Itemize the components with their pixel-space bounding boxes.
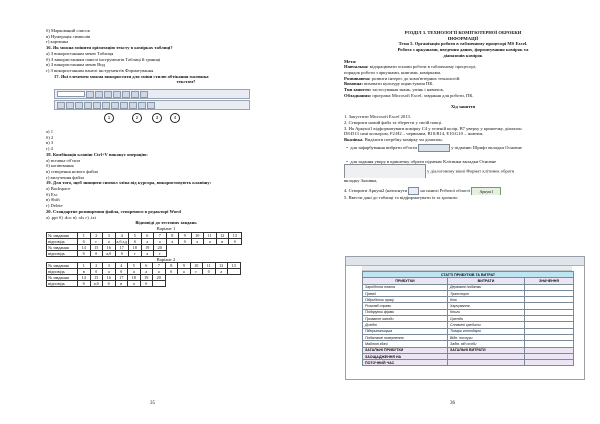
cell: Податкові повернення [363, 334, 448, 340]
q15-option-c: в) Нумерація символів [46, 33, 91, 39]
cell: 15 [90, 275, 103, 281]
cell: а [140, 269, 153, 275]
cell: Оренда [448, 316, 525, 322]
cell: 18 [129, 244, 142, 250]
list-icon [131, 91, 139, 98]
cell: а [128, 269, 141, 275]
variant-2-label: Варіант 2 [156, 256, 176, 262]
insert-picture-icon [57, 102, 65, 109]
cell: б [140, 281, 153, 287]
q17-option: в) 3 [46, 140, 54, 146]
bullet-2-cont [344, 164, 582, 178]
cell: 20 [153, 275, 166, 281]
text: на панелі Робочої області [420, 188, 471, 194]
cell: 3 [103, 232, 116, 238]
q15-option-d: г) картинка [46, 39, 69, 45]
goal-label: Мета: [344, 58, 357, 64]
question-17-cont: текстом? [176, 79, 196, 85]
brightness-icon [84, 102, 92, 109]
color-icon [66, 102, 74, 109]
sheet-toolbar [346, 257, 584, 266]
income-expense-table [362, 271, 574, 366]
align-icon [113, 91, 121, 98]
cell: б [78, 238, 91, 244]
lesson-progress-title: Хід заняття [450, 104, 476, 110]
section-title: РОЗДІЛ 3. ТЕХНОЛОГІЇ КОМП'ЮТЕРНОЇ ОБРОБКИ [404, 30, 522, 35]
cell: б [90, 250, 103, 256]
bullet-1: • для зафарбування вибрати об'єкти у підменю Шрифт вкладки Основне [344, 144, 522, 150]
fill-color-icon [418, 144, 450, 152]
q16-option: б) З використанням панелі інструментів Таблиці й границі [46, 56, 161, 62]
row-header: № завдання [47, 275, 78, 281]
q19-option: б) Esc [46, 191, 58, 197]
step-5: 5. Ввести дані до таблиці та відформатувати їх за зразком: [344, 195, 458, 201]
cell: а,б,г,д [116, 238, 128, 244]
cell [525, 360, 574, 366]
cell: 5 [128, 263, 141, 269]
reset-picture-icon [147, 102, 155, 109]
indent-icon [140, 91, 148, 98]
question-20: 20. Стандартне розширення файла, створеного в редакторі Word [46, 208, 181, 214]
cell: г [129, 250, 142, 256]
cell: Підприємницька [363, 328, 448, 334]
q17-option: а) 1 [46, 129, 54, 135]
row-header: відповідь [47, 269, 78, 275]
text: відпрацювати основи роботи в табличному процесорі, [368, 64, 477, 70]
cell: 10 [190, 263, 203, 269]
q17-option: б) 2 [46, 134, 54, 140]
q18-option: б) копіювання [46, 163, 74, 169]
cell: б [179, 238, 192, 244]
cell: 16 [103, 244, 116, 250]
row-header: відповідь [47, 238, 78, 244]
q15-option-b: б) Маркований список [46, 28, 90, 33]
col-value: ЗНАЧЕННЯ [525, 278, 574, 284]
question-19: 19. Для того, щоб знищити символ зліва від курсора, використовують клавішу: [46, 180, 212, 186]
cell: а [128, 281, 141, 287]
cell: Подарунки фірми [363, 309, 448, 315]
table-row [47, 281, 241, 287]
bullet-2: • для задання увору в кришечку обрати підменю Клітинки вкладки Основне [344, 158, 497, 164]
cell: б [203, 269, 216, 275]
cell: Майнові здачі [363, 341, 448, 347]
cell: а [154, 238, 167, 244]
cell: а [141, 250, 154, 256]
answers-title: Відповіді до тестових завдань [135, 220, 197, 226]
text: для зафарбування вибрати об'єкти [350, 144, 417, 150]
bullet-2-end: вкладку Заливка, [344, 178, 378, 184]
cell: а,б [103, 250, 116, 256]
savings-label-cont: ПОТОЧНИЙ ЧАС [363, 360, 448, 366]
row-header: відповідь [47, 281, 78, 287]
cell: 14 [78, 244, 91, 250]
cell: 11 [204, 232, 217, 238]
cell: 7 [154, 232, 167, 238]
cell: 3 [103, 263, 116, 269]
total-income: ЗАГАЛЬНІ ПРИБУТКИ [363, 347, 448, 353]
table-row [47, 250, 242, 256]
q16-option: в) З використанням меню Вид [46, 62, 106, 68]
cell: 7 [153, 263, 166, 269]
cell [153, 281, 166, 287]
new-sheet-icon [408, 187, 419, 195]
text: 4. Створити Аркуш2 (натиснути [344, 188, 408, 194]
sheet-tab-button: Аркуш1 [471, 187, 501, 196]
format-picture-icon [129, 102, 137, 109]
page-number-right: 36 [450, 401, 455, 406]
cell: 6 [141, 232, 154, 238]
cell: 18 [128, 275, 141, 281]
label: Розвиваюча: [344, 75, 371, 81]
step-1: 1. Запустити Microsoft Excel 2013. [344, 114, 411, 120]
row-header: № завдання [47, 232, 78, 238]
cell: Книги [448, 309, 525, 315]
page-number-left: 35 [150, 401, 155, 406]
style-select [57, 91, 85, 97]
cell: в [216, 238, 229, 244]
cell: г [90, 238, 103, 244]
callout-2: 2 [132, 113, 142, 123]
step-2: 2. Створити новий файл та зберегти у своїй папці. [344, 119, 443, 125]
q20-options: а) .ppt б) .doc в) .xls г) .txt [46, 214, 96, 220]
text: розвити інтерес до комп'ютерних технологій. [370, 75, 461, 81]
col-expense: ВИТРАТИ [448, 278, 525, 284]
picture-toolbar-row [54, 100, 250, 110]
cell: г [190, 269, 203, 275]
q18-option: а) вставка об'єкта [46, 157, 81, 163]
q19-option: в) Shift [46, 197, 60, 203]
q17-option: г) 4 [46, 146, 53, 152]
cell: Транспорт [448, 290, 525, 296]
step-3: 3. На Аркуші1 відформатувати комірку C4 у зеленій колір, B7 уверху у кришечку, діапазон [344, 125, 522, 131]
step-4 [344, 186, 582, 195]
text-wrap-icon [120, 102, 128, 109]
cell: Підробіток праці [363, 297, 448, 303]
q16-option: г) З використанням панелі інструментів Форматування [46, 67, 154, 73]
bold-icon [86, 91, 94, 98]
question-18: 18. Комбінація клавіш Ctrl+V виконує операцію: [46, 151, 148, 157]
crop-icon [93, 102, 101, 109]
cell: 4 [115, 263, 128, 269]
cell: в [115, 281, 128, 287]
savings-row-cont [363, 360, 574, 366]
section-title-cont: ІНФОРМАЦІЇ [447, 35, 479, 41]
cell: а [141, 238, 154, 244]
cell: 1 [78, 232, 91, 238]
cell: Відп. послуги [448, 334, 525, 340]
cell: а [103, 269, 116, 275]
cell: б [229, 238, 242, 244]
savings-label: ЗАОЩАДЖЕННЯ НА [363, 353, 448, 359]
cell: а [166, 238, 179, 244]
cell: б [129, 238, 142, 244]
contrast-icon [75, 102, 83, 109]
cell: а [103, 238, 116, 244]
text: застосування знань, умінь і навичок. [371, 87, 444, 93]
cell: 1 [78, 263, 91, 269]
q16-option: а) З використанням меню Таблиця [46, 50, 114, 56]
question-17: 17. Які елементи можна використати для зміни стилю обтікання малюнка [54, 73, 209, 79]
line-style-icon [111, 102, 119, 109]
cell: 5 [129, 232, 142, 238]
cell: 12 [216, 232, 229, 238]
cell: 19 [140, 275, 153, 281]
text: у діалоговому вікні Формат клітинок обрати [427, 168, 515, 174]
cell: 13 [228, 263, 241, 269]
cell: 17 [115, 275, 128, 281]
cell: 9 [179, 232, 192, 238]
cell: а [153, 269, 166, 275]
toolbar-row [54, 89, 250, 99]
cell: б [78, 281, 91, 287]
excel-sample-screenshot [345, 256, 585, 380]
row-header: № завдання [47, 244, 78, 250]
cell: 8 [165, 263, 178, 269]
cell: а,б [90, 281, 103, 287]
col-income: ПРИБУТКИ [363, 278, 448, 284]
cell: Заробітна плата [363, 284, 448, 290]
cell: Харчування [448, 303, 525, 309]
cell: а [178, 269, 191, 275]
cell: а [215, 269, 228, 275]
cell: 16 [103, 275, 116, 281]
cell: Кіно [448, 297, 525, 303]
cell: г [154, 250, 167, 256]
cell: Приватні заходи [363, 316, 448, 322]
text: для задання увору в кришечку обрати підменю Клітинки вкладки Основне [350, 158, 497, 164]
answers-table-variant-2 [46, 262, 241, 287]
cell: б [165, 269, 178, 275]
cell: 4 [115, 232, 129, 238]
q18-option: в) створення нового файла [46, 168, 99, 174]
cell: а [204, 238, 217, 244]
align-icon [122, 91, 130, 98]
cell: 8 [166, 232, 179, 238]
table-title: СТАТТІ ПРИБУТКІВ ТА ВИТРАТ [363, 272, 574, 278]
cell: 19 [141, 244, 154, 250]
text: у підменю Шрифт вкладки Основне [451, 144, 522, 150]
row-header: № завдання [47, 263, 78, 269]
cell: Товари господарчі [448, 328, 525, 334]
row-header: відповідь [47, 250, 78, 256]
callout-1: 1 [104, 113, 114, 123]
cell: 17 [115, 244, 129, 250]
underline-icon [104, 91, 112, 98]
total-expense: ЗАГАЛЬНІ ВИТРАТИ [448, 347, 525, 353]
picture-toolbar-image [54, 89, 250, 121]
variant-1-label: Варіант 1 [156, 225, 176, 231]
transparent-color-icon [138, 102, 146, 109]
format-cells-dialog-image [344, 164, 426, 178]
callout-3: 3 [152, 113, 162, 123]
cell: 9 [178, 263, 191, 269]
cell: 14 [78, 275, 91, 281]
cell: 2 [90, 232, 103, 238]
label: Навчальна: [344, 64, 369, 70]
label: Виховна: [344, 81, 363, 87]
text: виховати культуру користувача ПК. [362, 81, 434, 87]
label: Вказівка [344, 136, 363, 142]
cell: Розгляд справи [363, 303, 448, 309]
cell: 6 [140, 263, 153, 269]
cell: б [115, 250, 129, 256]
rotate-icon [102, 102, 110, 109]
cell: б [103, 281, 116, 287]
cell: а [191, 238, 204, 244]
cell: 15 [90, 244, 103, 250]
cell: Сплачені кредити [448, 322, 525, 328]
cell: 13 [229, 232, 242, 238]
cell: Задів. від особи [448, 341, 525, 347]
italic-icon [95, 91, 103, 98]
cell: б [115, 269, 128, 275]
text: . Виділити потрібну комірку чи діапазон, [362, 136, 443, 142]
cell: 12 [215, 263, 228, 269]
q19-option: г) Delete [46, 203, 63, 209]
cell: Державні податки [448, 284, 525, 290]
topic-title: Тема 5. Організація роботи в табличному процесорі MS Excel. [398, 41, 528, 47]
goal-educational-cont: порядок роботи з аркушами, книгами, комірками. [344, 69, 442, 75]
cell: в [78, 269, 91, 275]
cell [228, 269, 241, 275]
label: Тип заняття: [344, 87, 372, 93]
topic-title-cont: Робота з аркушами, введення даних, форматування комірок та [397, 47, 529, 53]
cell: 2 [90, 263, 103, 269]
cell: Дохідні [363, 322, 448, 328]
label: Обладнання: [344, 92, 372, 98]
question-16: 16. Як можна змінити орієнтацію тексту в комірках таблиці? [46, 45, 173, 51]
callout-4: 4 [170, 113, 180, 123]
step-3-cont: D8:D13 сині кольором, F2:H2 – червоним, B10:B14, E10:G10 – жовтим. [344, 131, 484, 137]
cell [448, 360, 525, 366]
cell: 11 [203, 263, 216, 269]
q19-option: а) Backspace [46, 186, 71, 192]
answers-table-variant-1 [46, 232, 242, 257]
cell: 10 [191, 232, 204, 238]
topic-title-cont: діапазонів комірок [443, 52, 483, 58]
cell: Премії [363, 290, 448, 296]
cell: б [78, 250, 91, 256]
cell: 20 [154, 244, 167, 250]
cell: б [90, 269, 103, 275]
q18-option: г) вилучення файла [46, 174, 85, 180]
text: програма Microsoft Excel, завдання для роботи, ПК. [371, 92, 474, 98]
